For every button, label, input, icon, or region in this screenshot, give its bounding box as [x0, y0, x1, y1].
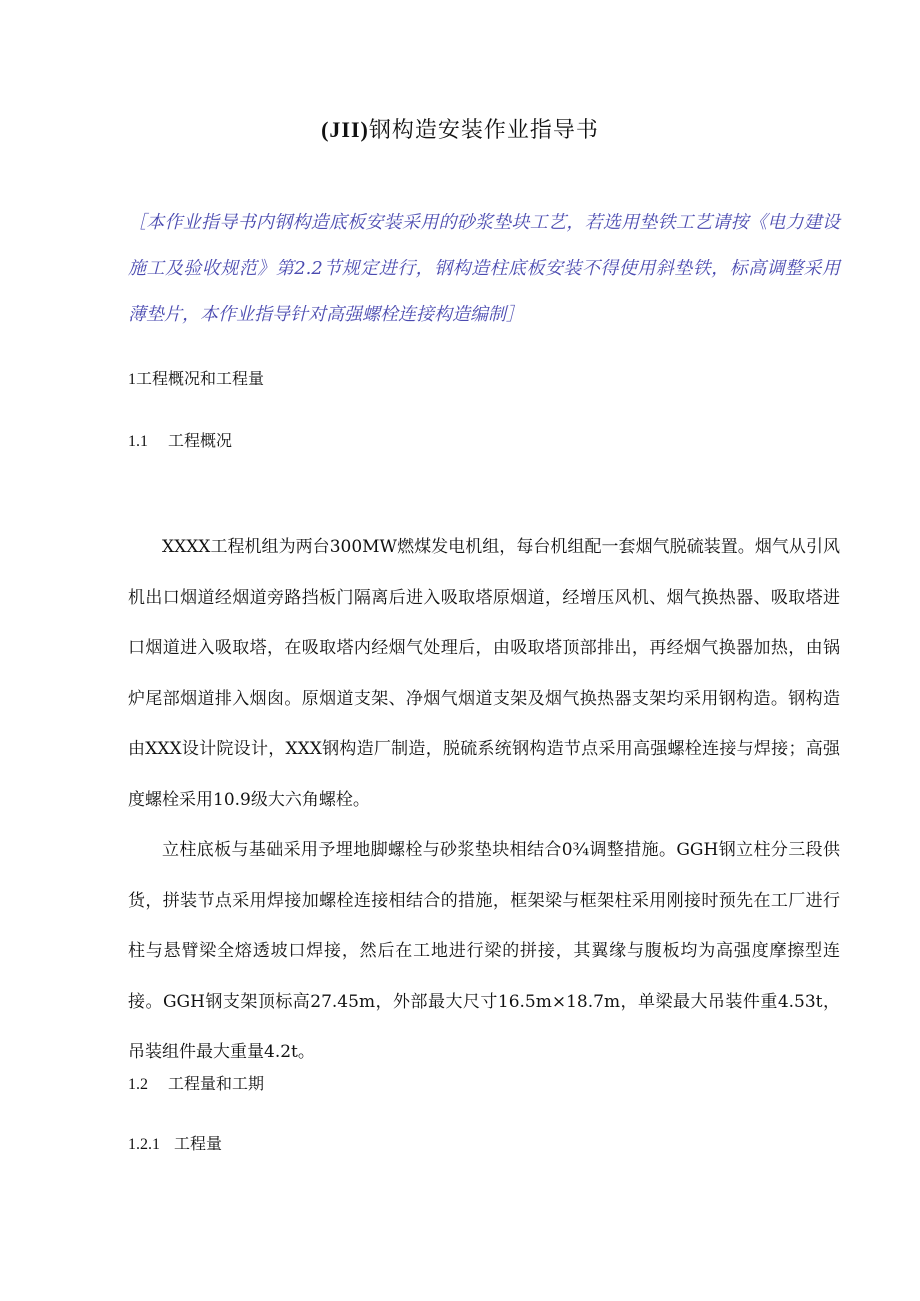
- title-prefix: (JII): [321, 117, 369, 142]
- paragraph-column-base: 立柱底板与基础采用予埋地脚螺栓与砂浆垫块相结合0¾调整措施。GGH钢立柱分三段供货，拼装节点采用焊接加螺栓连接相结合的措施，框架梁与框架柱采用刚接时预先在工厂进行柱与悬臂梁全熔透坡口焊接，然后在工地进行梁的拼接，其翼缘与腹板均为高强度摩擦型连接。GGH钢支架顶标高27.45m，外部最大尺寸16.5m×18.7m，单梁最大吊装件重4.53t，吊装组件最大重量4.2t。: [128, 840, 840, 1062]
- section-number: 1.2.1: [128, 1136, 160, 1153]
- section-number: 1: [128, 371, 136, 388]
- document-title: [0, 112, 920, 149]
- section-title: 工程量和工期: [168, 1074, 265, 1093]
- section-title: 工程概况: [168, 431, 233, 450]
- section-heading-1-2-1: [128, 1130, 222, 1159]
- instruction-note: ［本作业指导书内钢构造底板安装采用的砂浆垫块工艺，若选用垫铁工艺请按《电力建设施工及验收规范》第2.2节规定进行，钢构造柱底板安装不得使用斜垫铁，标高调整采用薄垫片，本作业指导针对高强螺栓连接构造编制］: [128, 212, 840, 325]
- section-heading-1: [128, 365, 264, 394]
- section-number: 1.2: [128, 1076, 148, 1093]
- section-title: 工程概况和工程量: [136, 369, 265, 388]
- section-heading-1-2: [128, 1070, 264, 1099]
- section-number: 1.1: [128, 433, 148, 450]
- title-main: 钢构造安装作业指导书: [368, 118, 599, 143]
- section-heading-1-1: [128, 427, 232, 456]
- paragraph-project-overview: XXXX工程机组为两台300MW燃煤发电机组，每台机组配一套烟气脱硫装置。烟气从引风机出口烟道经烟道旁路挡板门隔离后进入吸取塔原烟道，经增压风机、烟气换热器、吸取塔进口烟道进入吸取塔，在吸取塔内经烟气处理后，由吸取塔顶部排出，再经烟气换器加热，由锅炉尾部烟道排入烟囱。原烟道支架、净烟气烟道支架及烟气换热器支架均采用钢构造。钢构造由XXX设计院设计，XXX钢构造厂制造，脱硫系统钢构造节点采用高强螺栓连接与焊接；高强度螺栓采用10.9级大六角螺栓。: [128, 537, 840, 810]
- section-title: 工程量: [174, 1134, 223, 1153]
